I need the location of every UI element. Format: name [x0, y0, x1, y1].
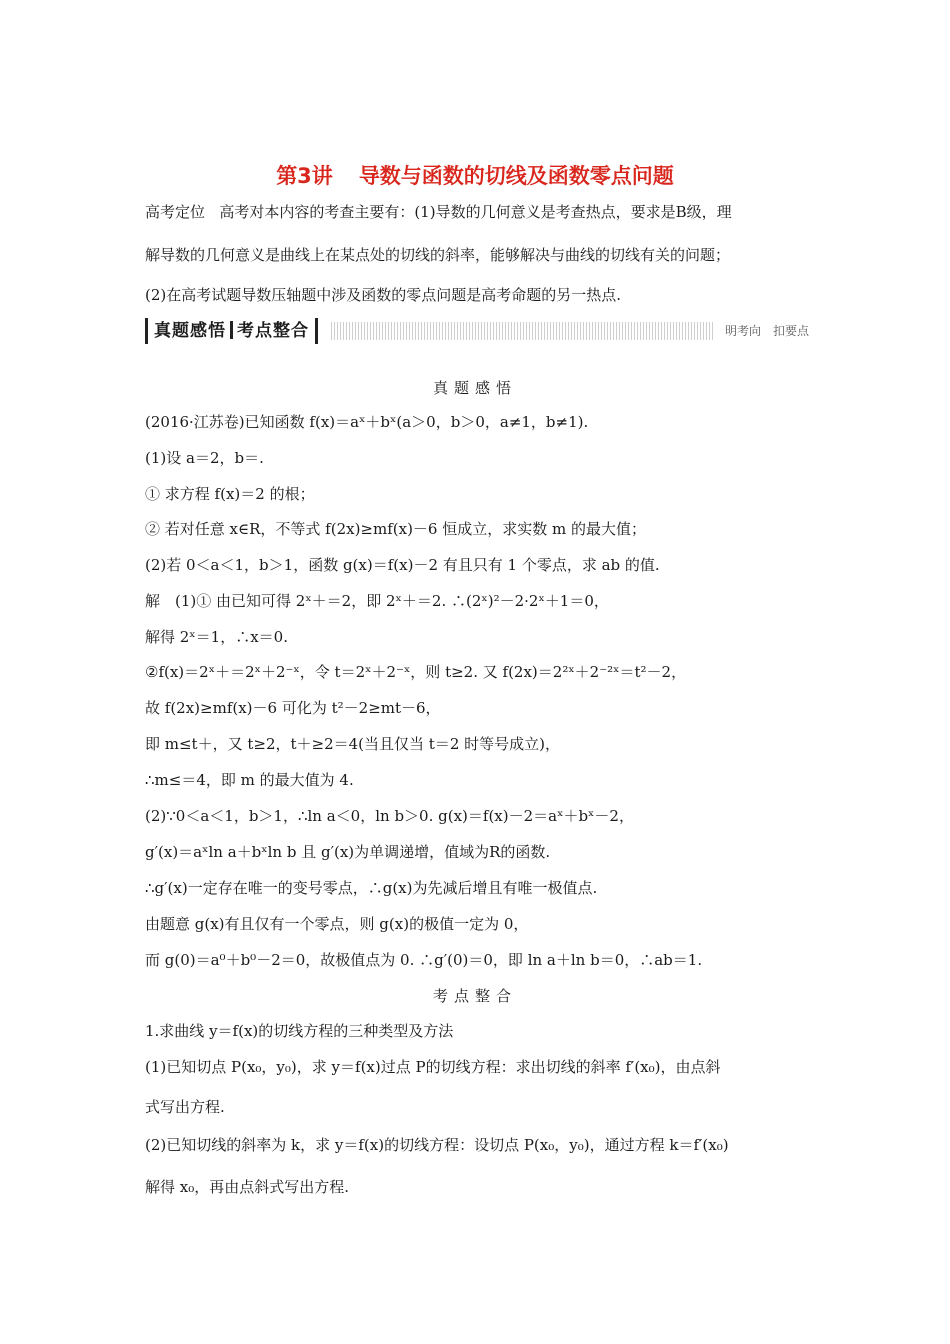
solution-line: 解 (1)① 由已知可得 2ˣ＋＝2，即 2ˣ＋＝2. ∴(2ˣ)²－2·2ˣ＋1＝0，	[145, 592, 609, 610]
solution-line: (2)∵0＜a＜1，b＞1，∴ln a＜0，ln b＞0. g(x)＝f(x)－2＝aˣ＋bˣ－2，	[145, 807, 634, 825]
page-title	[0, 160, 950, 190]
problem-line: ① 求方程 f(x)＝2 的根；	[145, 485, 315, 503]
solution-line: 解得 2ˣ＝1，∴x＝0.	[145, 628, 288, 646]
solution-line: g′(x)＝aˣln a＋bˣln b 且 g′(x)为单调递增，值域为R的函数.	[145, 843, 551, 861]
summary-line: (2)已知切线的斜率为 k，求 y＝f(x)的切线方程：设切点 P(x₀，y₀)，通过方程 k＝f′(x₀)	[145, 1136, 729, 1154]
solution-line: 而 g(0)＝a⁰＋b⁰－2＝0，故极值点为 0. ∴g′(0)＝0，即 ln a＋ln b＝0，∴ab＝1.	[145, 951, 703, 969]
solution-line: ∴g′(x)一定存在唯一的变号零点，∴g(x)为先减后增且有唯一极值点.	[145, 879, 598, 897]
banner-tag: 明考向 扣要点	[715, 322, 813, 340]
section-heading-zhenti: 真题感悟	[432, 379, 517, 397]
summary-line: 式写出方程.	[145, 1098, 225, 1116]
banner-title: 真题感悟 考点整合	[145, 318, 318, 344]
section-banner	[145, 318, 813, 344]
lecture-number: 第3讲	[276, 164, 333, 188]
section-heading-kaodian: 考点整合	[432, 987, 517, 1005]
intro-line-2: 解导数的几何意义是曲线上在某点处的切线的斜率，能够解决与曲线的切线有关的问题；	[145, 246, 731, 264]
intro-line-1: 高考定位 高考对本内容的考查主要有：(1)导数的几何意义是考查热点，要求是B级，理	[145, 203, 732, 221]
solution-line: 由题意 g(x)有且仅有一个零点，则 g(x)的极值一定为 0，	[145, 915, 529, 933]
solution-line: ②f(x)＝2ˣ＋＝2ˣ＋2⁻ˣ，令 t＝2ˣ＋2⁻ˣ，则 t≥2. 又 f(2x)＝2²ˣ＋2⁻²ˣ＝t²－2，	[145, 663, 687, 681]
intro-label: 高考定位	[145, 203, 206, 221]
problem-line: (2016·江苏卷)已知函数 f(x)＝aˣ＋bˣ(a＞0，b＞0，a≠1，b≠1).	[145, 413, 589, 431]
solution-line: 即 m≤t＋，又 t≥2，t＋≥2＝4(当且仅当 t＝2 时等号成立)，	[145, 735, 560, 753]
solution-line: ∴m≤＝4，即 m 的最大值为 4.	[145, 771, 354, 789]
problem-line: (2)若 0＜a＜1，b＞1，函数 g(x)＝f(x)－2 有且只有 1 个零点，求 ab 的值.	[145, 556, 660, 574]
summary-line: (1)已知切点 P(x₀，y₀)，求 y＝f(x)过点 P的切线方程：求出切线的斜率 f′(x₀)，由点斜	[145, 1058, 721, 1076]
summary-line: 解得 x₀，再由点斜式写出方程.	[145, 1178, 350, 1196]
intro-line-3: (2)在高考试题导数压轴题中涉及函数的零点问题是高考命题的另一热点.	[145, 286, 622, 304]
lecture-topic: 导数与函数的切线及函数零点问题	[358, 164, 674, 188]
problem-line: (1)设 a＝2，b＝.	[145, 449, 264, 467]
summary-line: 1.求曲线 y＝f(x)的切线方程的三种类型及方法	[145, 1022, 454, 1040]
problem-line: ② 若对任意 x∈R，不等式 f(2x)≥mf(x)－6 恒成立，求实数 m 的最大值；	[145, 520, 647, 538]
solution-line: 故 f(2x)≥mf(x)－6 可化为 t²－2≥mt－6，	[145, 699, 441, 717]
